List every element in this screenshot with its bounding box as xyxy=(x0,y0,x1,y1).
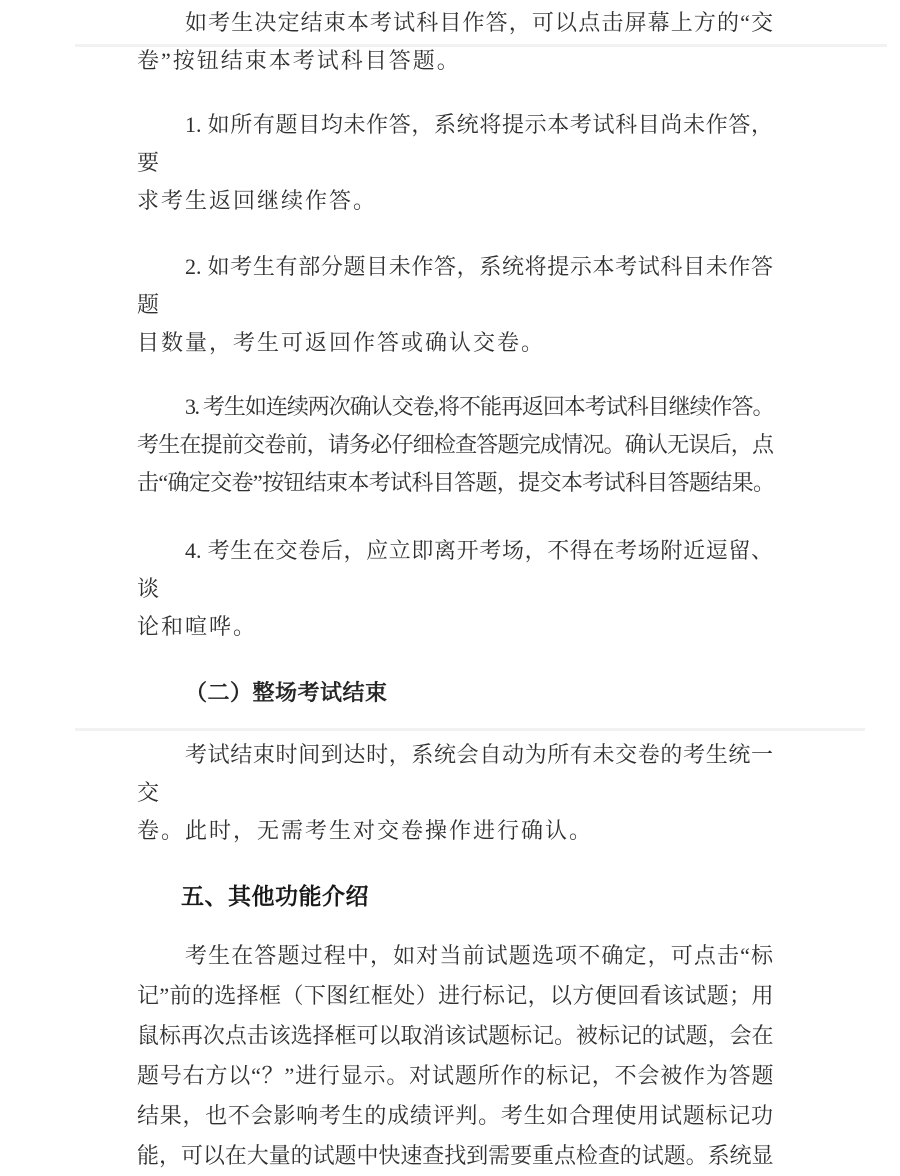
text-line: 目数量，考生可返回作答或确认交卷。 xyxy=(137,330,546,355)
paragraph xyxy=(137,388,797,502)
text-line: 4. 考生在交卷后，应立即离开考场，不得在考场附近逗留、谈 xyxy=(137,538,773,601)
text-line: 考生在提前交卷前，请务必仔细检查答题完成情况。确认无误后，点 xyxy=(137,432,773,457)
text-line: 卷”按钮结束本考试科目答题。 xyxy=(137,48,461,73)
text-line: 击“确定交卷”按钮结束本考试科目答题，提交本考试科目答题结果。 xyxy=(137,470,773,495)
text-line: 考生在答题过程中，如对当前试题选项不确定，可点击“标 xyxy=(185,943,773,968)
text-line: 求考生返回继续作答。 xyxy=(137,188,378,213)
text-line: 鼠标再次点击该选择框可以取消该试题标记。被标记的试题，会在 xyxy=(137,1023,773,1048)
heading-text: （二）整场考试结束 xyxy=(185,680,388,705)
text-line: 3. 考生如连续两次确认交卷,将不能再返回本考试科目继续作答。 xyxy=(185,394,773,419)
text-line: 1. 如所有题目均未作答，系统将提示本考试科目尚未作答，要 xyxy=(137,112,773,175)
text-line: 结果，也不会影响考生的成绩评判。考生如合理使用试题标记功 xyxy=(137,1103,773,1128)
heading-text: 五、其他功能介绍 xyxy=(181,883,369,909)
text-line: 2. 如考生有部分题目未作答，系统将提示本考试科目未作答题 xyxy=(137,254,773,317)
paragraph xyxy=(137,106,797,220)
text-line: 卷。此时，无需考生对交卷操作进行确认。 xyxy=(137,818,594,843)
text-line: 论和喧哗。 xyxy=(137,614,258,639)
section-heading-bold xyxy=(137,877,797,915)
paragraph xyxy=(137,248,797,362)
text-line: 题号右方以“？”进行显示。对试题所作的标记，不会被作为答题 xyxy=(137,1063,773,1088)
text-line: 能，可以在大量的试题中快速查找到需要重点检查的试题。系统显 xyxy=(137,1143,773,1168)
paragraph xyxy=(137,736,797,850)
text-line: 如考生决定结束本考试科目作答，可以点击屏幕上方的“交 xyxy=(185,10,773,35)
paragraph xyxy=(137,4,797,80)
text-line: 记”前的选择框（下图红框处）进行标记，以方便回看该试题；用 xyxy=(137,983,773,1008)
document-body xyxy=(137,4,797,1176)
paragraph xyxy=(137,936,797,1176)
section-heading-kaiti xyxy=(137,674,797,712)
paragraph xyxy=(137,532,797,646)
text-line: 考试结束时间到达时，系统会自动为所有未交卷的考生统一交 xyxy=(137,742,773,805)
